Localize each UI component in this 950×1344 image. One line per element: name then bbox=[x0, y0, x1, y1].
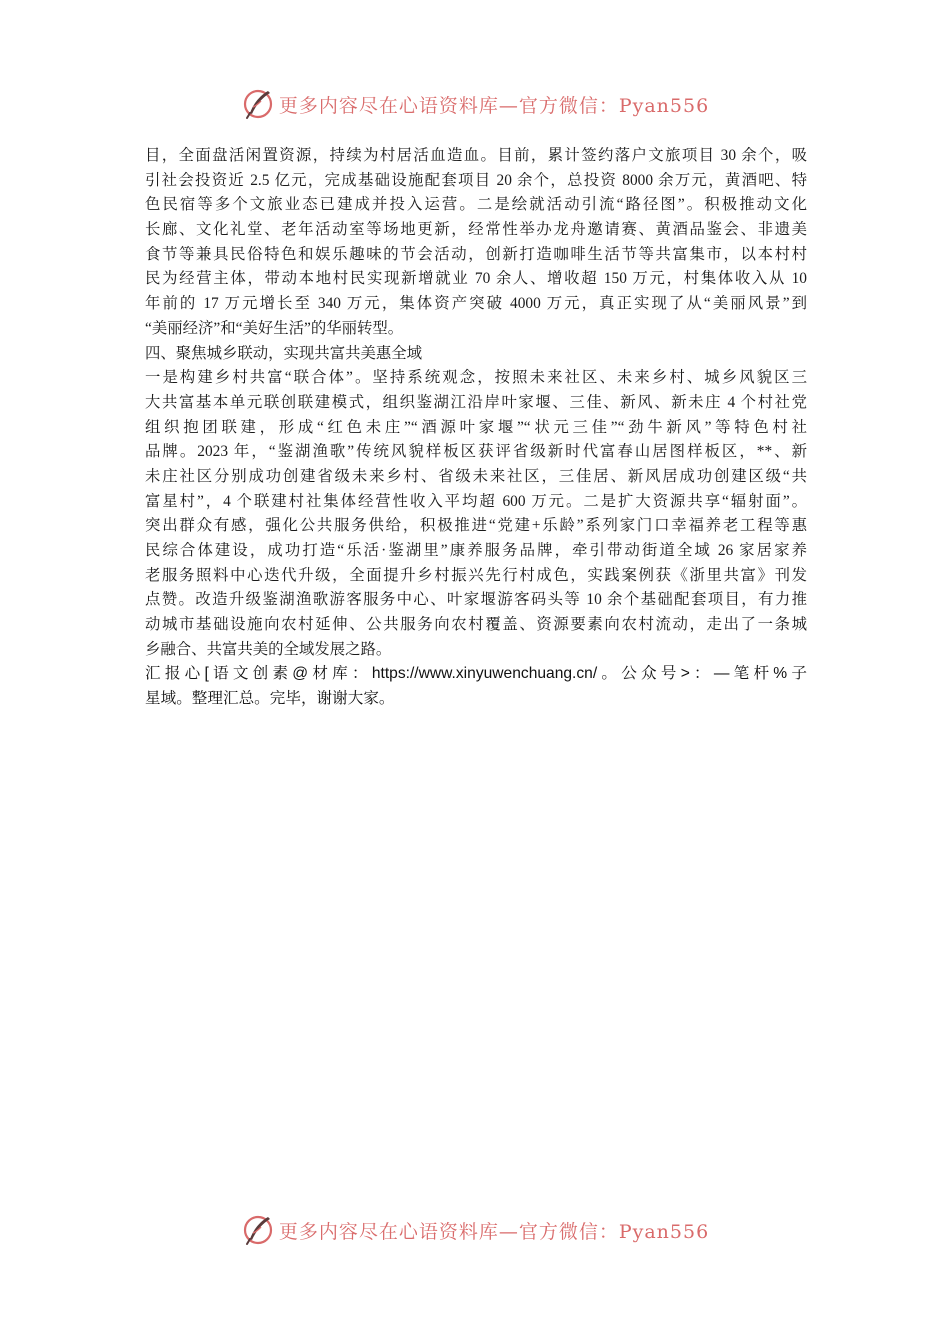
banner-text: 更多内容尽在心语资料库—官方微信：Pyan556 bbox=[278, 94, 710, 117]
text-line: 富星村”，4 个联建村社集体经营性收入平均超 600 万元。二是扩大资源共享“辐射面”。 bbox=[145, 492, 807, 510]
text-line: 品牌。2023 年，“鉴湖渔歌”传统风貌样板区获评省级新时代富春山居图样板区，**、新 bbox=[145, 443, 807, 461]
text-line: 食节等兼具民俗特色和娱乐趣味的节会活动，创新打造咖啡生活节等共富集市，以本村村 bbox=[145, 245, 807, 263]
closing-note bbox=[145, 662, 807, 711]
text-line: 老服务照料中心迭代升级，全面提升乡村振兴先行村成色，实践案例获《浙里共富》刊发 bbox=[145, 566, 807, 584]
paragraph-1 bbox=[145, 144, 807, 342]
text-line: “美丽经济”和“美好生活”的华丽转型。 bbox=[145, 319, 404, 337]
section-heading-4: 四、聚焦城乡联动，实现共富共美惠全域 bbox=[145, 344, 423, 362]
text-line: 色民宿等多个文旅业态已建成并投入运营。二是绘就活动引流“路径图”。积极推动文化 bbox=[145, 196, 807, 214]
quill-pen-logo-icon bbox=[241, 1213, 275, 1247]
text-line: 一是构建乡村共富“联合体”。坚持系统观念，按照未来社区、未来乡村、城乡风貌区三 bbox=[145, 369, 807, 387]
text-line: 汇报心[语文创素@材库：https://www.xinyuwenchuang.cn/。公众号>：—笔杆%子 bbox=[145, 665, 807, 683]
text-line: 组织抱团联建，形成“红色未庄”“酒源叶家堰”“状元三佳”“劲牛新风”等特色村社 bbox=[145, 418, 807, 436]
banner-text: 更多内容尽在心语资料库—官方微信：Pyan556 bbox=[278, 1220, 710, 1243]
header-banner bbox=[0, 84, 950, 124]
text-line: 点赞。改造升级鉴湖渔歌游客服务中心、叶家堰游客码头等 10 余个基础配套项目，有力推 bbox=[145, 591, 807, 609]
text-line: 引社会投资近 2.5 亿元，完成基础设施配套项目 20 余个，总投资 8000 余万元，黄酒吧、特 bbox=[145, 171, 807, 189]
text-line: 动城市基础设施向农村延伸、公共服务向农村覆盖、资源要素向农村流动，走出了一条城 bbox=[145, 616, 807, 634]
quill-pen-logo-icon bbox=[241, 87, 275, 121]
text-line: 星域。整理汇总。完毕，谢谢大家。 bbox=[145, 690, 395, 708]
text-line: 大共富基本单元联创联建模式，组织鉴湖江沿岸叶家堰、三佳、新风、新未庄 4 个村社党 bbox=[145, 393, 807, 411]
text-line: 民综合体建设，成功打造“乐活·鉴湖里”康养服务品牌，牵引带动街道全域 26 家居家养 bbox=[145, 542, 807, 559]
text-line: 年前的 17 万元增长至 340 万元，集体资产突破 4000 万元，真正实现了从“美丽风景”到 bbox=[145, 295, 807, 313]
text-line: 突出群众有感，强化公共服务供给，积极推进“党建+乐龄”系列家门口幸福养老工程等惠 bbox=[145, 517, 807, 535]
text-line: 长廊、文化礼堂、老年活动室等场地更新，经常性举办龙舟邀请赛、黄酒品鉴会、非遗美 bbox=[145, 221, 807, 239]
document-body bbox=[145, 144, 807, 712]
paragraph-2 bbox=[145, 366, 807, 662]
text-line: 乡融合、共富共美的全域发展之路。 bbox=[145, 640, 392, 658]
text-line: 民为经营主体，带动本地村民实现新增就业 70 余人、增收超 150 万元，村集体收入从 10 bbox=[145, 270, 807, 288]
text-line: 目，全面盘活闲置资源，持续为村居活血造血。目前，累计签约落户文旅项目 30 余个，吸 bbox=[145, 147, 807, 164]
text-line: 未庄社区分别成功创建省级未来乡村、省级未来社区，三佳居、新风居成功创建区级“共 bbox=[145, 467, 807, 485]
footer-banner bbox=[0, 1210, 950, 1250]
